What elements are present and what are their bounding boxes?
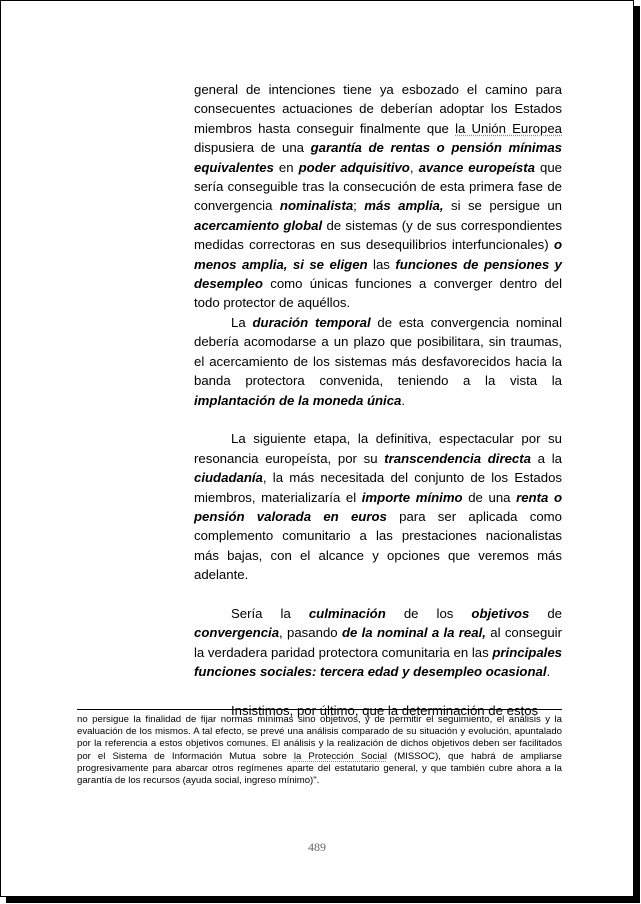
emphasis-text: nominalista [279,198,354,214]
paragraph-1: general de intenciones tiene ya esbozado el camino para consecuentes actuaciones de deberían adoptar los Estados miembros hasta conseguir finalmente que la Unión Europea dispusiera de una garantía de rentas o pensión mínimas equivalentes en poder adquisitivo, avance europeísta que sería conseguible tras la consecución de esta primera fase de convergencia nominalista; más amplia, si se persigue un acercamiento global de sistemas (y de sus correspondientes medidas correctoras en sus desequilibrios interfuncionales) o menos amplia, si se eligen las funciones de pensiones y desempleo como únicas funciones a converger dentro del todo protector de aquéllos. [194,82,563,311]
emphasis-text: poder adquisitivo [298,159,410,175]
emphasis-text: principales funciones sociales: tercera edad y desempleo ocasional [194,644,562,680]
emphasis-text: funciones de pensiones y desempleo [194,256,562,292]
footnote-text: no persigue la finalidad de fijar normas mínimas sino objetivos, y de permitir el seguimiento, el análisis y la evaluación de los mismos. A tal efecto, se prevé una análisis comparado de su situación y evolución, apuntalado por la referencia a estos objetivos comunes. El análisis y la realización de dichos objetivos deben ser facilitados por el Sistema de Información Mutua sobre la Protección Social (MISSOC), que habrá de ampliarse progresivamente para abarcar otros regímenes aparte del estatutario general, y que también cubre ahora a la garantía de los recursos (ayuda social, ingreso mínimo)". [77,714,562,787]
emphasis-text: acercamiento global [194,217,323,233]
emphasis-text: renta o pensión valorada en euros [194,489,562,524]
paragraph-gap [194,410,562,429]
emphasis-text: ciudadanía [194,470,263,486]
paragraph-3: La siguiente etapa, la definitiva, espectacular por su resonancia europeísta, por su transcendencia directa a la ciudadanía, la más necesitada del conjunto de los Estados miembros, materializaría el importe mínimo de una renta o pensión valorada en euros para ser aplicada como complemento comunitario a las prestaciones nacionalistas más bajas, con el alcance y opciones que veremos más adelante. [194,431,562,583]
emphasis-text: de la nominal a la real, [341,625,486,641]
page-shadow [6,897,640,903]
emphasis-text: objetivos [471,605,530,621]
paragraph-4: Sería la culminación de los objetivos de convergencia, pasando de la nominal a la real, al conseguir la verdadera paridad protectora comunitaria en las principales funciones sociales: tercera edad y desempleo ocasional. [194,605,562,680]
body-text [194,80,562,720]
emphasis-text: culminación [308,605,386,621]
emphasis-text: implantación de la moneda única [194,392,402,408]
emphasis-text: convergencia [194,625,280,641]
marked-text: la Unión Europea [455,120,562,136]
page-shadow [634,6,640,903]
emphasis-text: garantía de rentas o pensión mínimas equivalentes [194,140,562,175]
page-number: 489 [308,840,326,854]
paragraph-gap [194,682,562,701]
emphasis-text: importe mínimo [361,489,463,505]
paragraph-gap [194,585,562,604]
footnote-separator [77,709,562,710]
paragraph-2: La duración temporal de esta convergencia nominal debería acomodarse a un plazo que posibilitara, sin traumas, el acercamiento de los sistemas más desfavorecidos hacia la banda protectora convenida, teniendo a la vista la implantación de la moneda única. [194,314,563,408]
emphasis-text: más amplia, [364,198,444,214]
emphasis-text: avance europeísta [418,159,535,175]
emphasis-text: transcendencia directa [384,450,531,466]
marked-text: la Protección Social [293,750,387,762]
paragraph-5: Insistimos, por último, que la determinación de estos [231,702,539,718]
emphasis-text: duración temporal [252,314,371,330]
emphasis-text: o menos amplia, si se eligen [194,237,562,272]
